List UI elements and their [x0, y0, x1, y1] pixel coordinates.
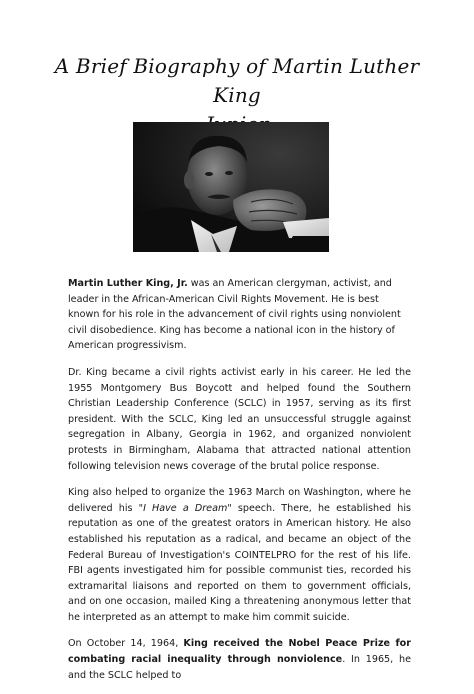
paragraph-3	[68, 485, 411, 625]
nobel-prize-highlight: King received the Nobel Peace Prize for combating racial inequality through nonviolence	[68, 638, 411, 666]
paragraph-2: Dr. King became a civil rights activist early in his career. He led the 1955 Montgomery Bus Boycott and helped found the Southern Christian Leadership Conference (SCLC) in 1957, serving as its first president. With the SCLC, King led an unsuccessful struggle against segregation in Albany, Georgia in 1962, and organized nonviolent protests in Birmingham, Alabama that attracted national attention following television news coverage of the brutal police response.	[68, 366, 411, 472]
portrait-photo	[133, 122, 329, 252]
paragraph-4-after: . In 1965, he and the SCLC helped to	[68, 654, 411, 681]
title-line-1: A Brief Biography of Martin Luther King	[54, 54, 420, 107]
speech-title: I Have a Dream	[143, 502, 228, 514]
subject-name: Martin Luther King, Jr.	[68, 278, 188, 289]
paragraph-1	[68, 276, 411, 354]
paragraph-3-before: King also helped to organize the 1963 March on Washington, where he delivered his "	[68, 487, 411, 514]
paragraph-3-after: " speech. There, he established his reputation as one of the greatest orators in American history. He also established his reputation as a radical, and became an object of the Federal Bureau of Investigation's COINTELPRO for the rest of his life. FBI agents investigated him for possible communist ties, recorded his extramarital liaisons and reported on them to government officials, and on one occasion, mailed King a threatening anonymous letter that he interpreted as an attempt to make him commit suicide.	[68, 502, 411, 623]
portrait-image	[133, 122, 329, 252]
paragraph-4	[68, 636, 411, 683]
paragraph-1-text: was an American clergyman, activist, and leader in the African-American Civil Rights Movement. He is best known for his role in the advancement of civil rights using nonviolent civil disobedience. King has become a national icon in the history of American progressivism.	[68, 278, 401, 352]
paragraph-4-before: On October 14, 1964,	[68, 638, 184, 650]
biography-body	[68, 276, 411, 694]
